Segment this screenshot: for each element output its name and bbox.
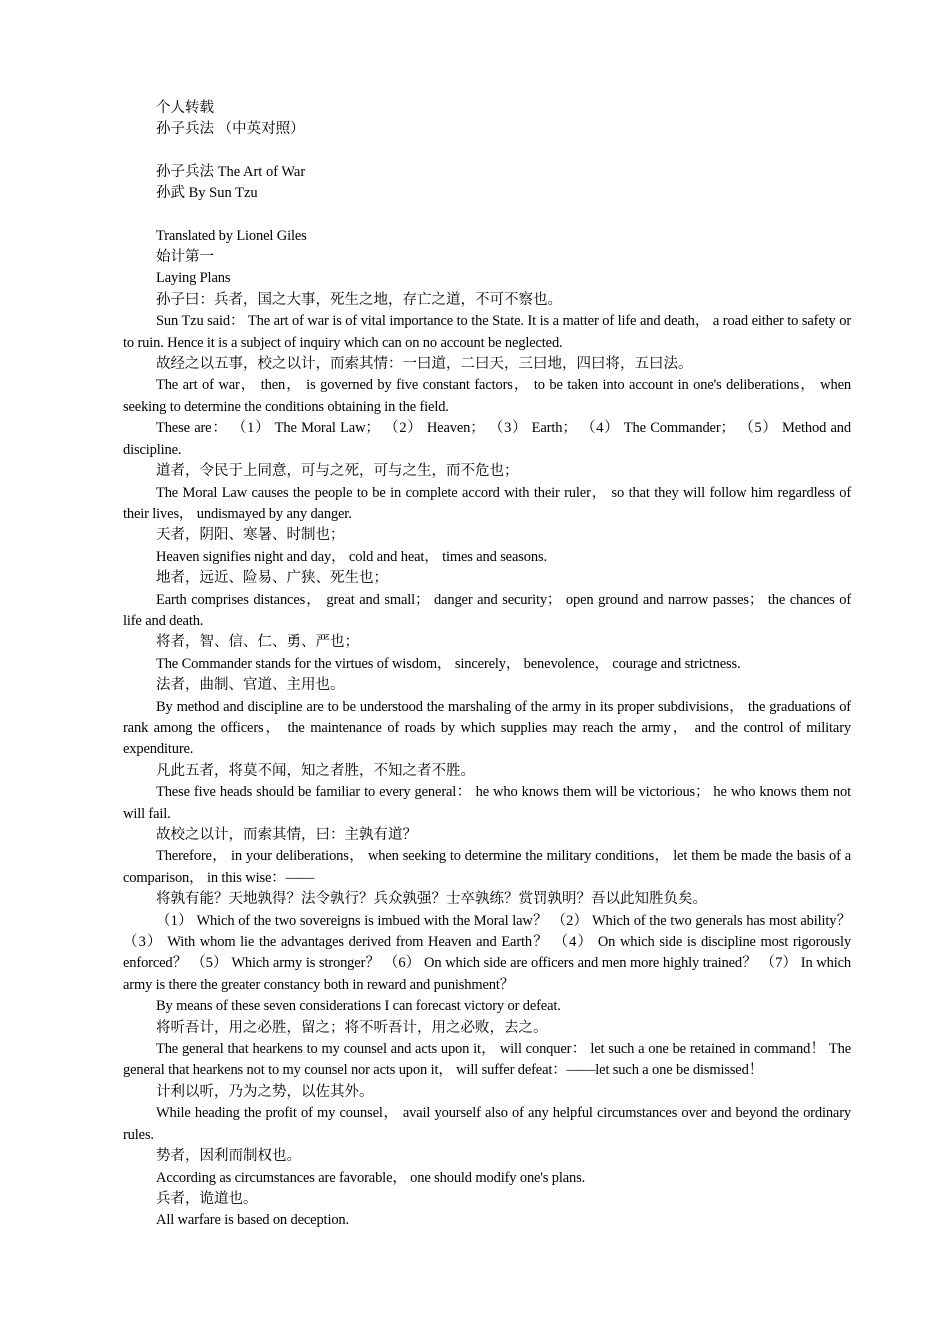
chapter-title-en: Laying Plans (156, 270, 231, 287)
paragraph-cn: 道者，令民于上同意，可与之死，可与之生，而不危也； (156, 463, 519, 480)
paragraph-cn: 兵者，诡道也。 (156, 1190, 258, 1207)
paragraph-en: The Moral Law causes the people to be in complete accord with their ruler， so that they will follow him regardless of their lives， undismayed by any danger. (123, 484, 851, 522)
paragraph-en: These are： （1） The Moral Law； （2） Heaven； （3） Earth； （4） The Commander； （5） Method and discipline. (123, 420, 851, 458)
spacer (123, 141, 851, 162)
paragraph-cn: 孙子曰：兵者，国之大事，死生之地，存亡之道，不可不察也。 (156, 291, 562, 308)
paragraph-cn: 凡此五者，将莫不闻，知之者胜，不知之者不胜。 (156, 762, 475, 779)
paragraph-cn: 法者，曲制、官道、主用也。 (156, 677, 345, 694)
paragraph-en: By means of these seven considerations I can forecast victory or defeat. (156, 998, 561, 1015)
paragraph-en: All warfare is based on deception. (156, 1212, 349, 1229)
paragraph-cn: 地者，远近、险易、广狭、死生也； (156, 570, 388, 587)
paragraph-cn: 将者，智、信、仁、勇、严也； (156, 634, 359, 651)
paragraph-en: The art of war， then， is governed by five constant factors， to be taken into account in one's deliberations， when seeking to determine the conditions obtaining in the field. (123, 377, 851, 415)
translator-line: Translated by Lionel Giles (156, 227, 307, 244)
book-title: 孙子兵法 The Art of War (156, 163, 306, 180)
paragraph-en: By method and discipline are to be understood the marshaling of the army in its proper subdivisions， the graduations of rank among the officers， the maintenance of roads by which supplies may reach the army， and the control of military expenditure. (123, 698, 851, 758)
paragraph-en: Therefore， in your deliberations， when seeking to determine the military conditions， let them be made the basis of a comparison， in this wise：—— (123, 848, 851, 886)
spacer (123, 205, 851, 226)
paragraph-en: The general that hearkens to my counsel and acts upon it， will conquer： let such a one be retained in command！ The general that hearkens not to my counsel nor acts upon it， will suffer defeat：——let such a one be dismissed！ (123, 1041, 851, 1079)
document-body (123, 98, 851, 1232)
paragraph-en: While heading the profit of my counsel， avail yourself also of any helpful circumstances over and beyond the ordinary rules. (123, 1105, 851, 1143)
paragraph-cn: 势者，因利而制权也。 (156, 1148, 301, 1165)
author-line: 孙武 By Sun Tzu (156, 185, 258, 202)
paragraph-en: Heaven signifies night and day， cold and heat， times and seasons. (156, 548, 547, 565)
paragraph-en: Earth comprises distances， great and small； danger and security； open ground and narrow passes； the chances of life and death. (123, 591, 851, 629)
chapter-title-cn: 始计第一 (156, 249, 214, 266)
collection-title: 孙子兵法 （中英对照） (156, 121, 305, 138)
paragraph-en: （1） Which of the two sovereigns is imbued with the Moral law？ （2） Which of the two generals has most ability？ （3） With whom lie the advantages derived from Heaven and Earth？ （4） On which side is discipline most rigorously enforced？ （5） Which army is stronger？ （6） On which side are officers and men more highly trained？ （7） In which army is there the greater constancy both in reward and punishment？ (123, 912, 851, 993)
paragraph-cn: 将孰有能？天地孰得？法令孰行？兵众孰强？士卒孰练？赏罚孰明？吾以此知胜负矣。 (156, 891, 707, 908)
paragraph-cn: 故校之以计，而索其情，曰：主孰有道？ (156, 827, 417, 843)
paragraph-en: The Commander stands for the virtues of wisdom， sincerely， benevolence， courage and strictness. (156, 655, 741, 672)
paragraph-en: These five heads should be familiar to every general： he who knows them will be victorious； he who knows them not will fail. (123, 784, 851, 822)
paragraph-cn: 将听吾计，用之必胜，留之；将不听吾计，用之必败，去之。 (156, 1019, 548, 1036)
paragraph-cn: 计利以听，乃为之势，以佐其外。 (156, 1083, 374, 1100)
paragraph-cn: 故经之以五事，校之以计，而索其情：一曰道，二曰天，三曰地，四曰将，五曰法。 (156, 356, 693, 373)
paragraph-en: Sun Tzu said： The art of war is of vital importance to the State. It is a matter of life and death， a road either to safety or to ruin. Hence it is a subject of inquiry which can on no account be neglected. (123, 313, 851, 351)
paragraph-cn: 天者，阴阳、寒暑、时制也； (156, 527, 345, 544)
paragraph-en: According as circumstances are favorable， one should modify one's plans. (156, 1169, 586, 1186)
repost-note: 个人转载 (156, 100, 214, 116)
